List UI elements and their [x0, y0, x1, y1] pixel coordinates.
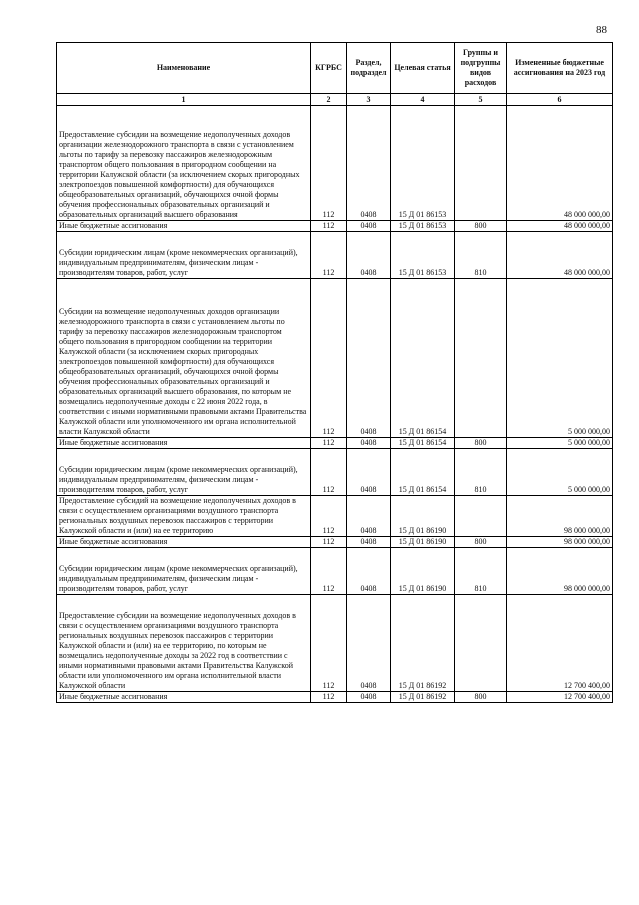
row-group: 800 [455, 438, 507, 449]
row-group [455, 595, 507, 692]
row-section: 0408 [347, 692, 391, 703]
row-amount: 48 000 000,00 [507, 106, 613, 221]
row-name: Субсидии юридическим лицам (кроме некоммерческих организаций), индивидуальным предпринимателям, физическим лицам - производителям товаров, работ, услуг [57, 548, 311, 595]
table-row [57, 232, 613, 279]
row-target: 15 Д 01 86192 [391, 692, 455, 703]
row-group: 810 [455, 449, 507, 496]
header-name: Наименование [57, 43, 311, 94]
row-name: Иные бюджетные ассигнования [57, 692, 311, 703]
col-number: 4 [391, 94, 455, 106]
row-group [455, 496, 507, 537]
table-row [57, 106, 613, 221]
row-kgrbs: 112 [311, 279, 347, 438]
row-name: Субсидии юридическим лицам (кроме некоммерческих организаций), индивидуальным предпринимателям, физическим лицам - производителям товаров, работ, услуг [57, 232, 311, 279]
header-changed: Измененные бюджетные ассигнования на 2023 год [507, 43, 613, 94]
row-kgrbs: 112 [311, 548, 347, 595]
row-kgrbs: 112 [311, 221, 347, 232]
row-group: 810 [455, 548, 507, 595]
row-target: 15 Д 01 86153 [391, 232, 455, 279]
table-row [57, 449, 613, 496]
page-number: 88 [596, 24, 607, 36]
row-amount: 5 000 000,00 [507, 449, 613, 496]
row-amount: 98 000 000,00 [507, 496, 613, 537]
row-target: 15 Д 01 86153 [391, 106, 455, 221]
table-row [57, 595, 613, 692]
row-amount: 5 000 000,00 [507, 279, 613, 438]
row-amount: 98 000 000,00 [507, 537, 613, 548]
row-section: 0408 [347, 449, 391, 496]
row-name: Субсидии на возмещение недополученных доходов организации железнодорожного транспорта в связи с установлением льготы по тарифу за перевозку пассажиров железнодорожным транспортом общего пользования в пригородном сообщении на территории Калужской области (за исключением скорых пригородных электропоездов повышенной комфортности) для обучающихся общеобразовательных организаций, обучающихся очной формы обучения профессиональных образовательных организаций и образовательных организаций высшего образования, по которым не возмещались недополученные доходы с 22 июня 2022 года, в соответствии с иными нормативными правовыми актами Правительства Калужской области или уполномоченного им органа исполнительной власти Калужской области [57, 279, 311, 438]
table-row [57, 279, 613, 438]
row-target: 15 Д 01 86154 [391, 449, 455, 496]
row-target: 15 Д 01 86153 [391, 221, 455, 232]
row-section: 0408 [347, 438, 391, 449]
row-group: 800 [455, 537, 507, 548]
table-row [57, 496, 613, 537]
row-target: 15 Д 01 86190 [391, 496, 455, 537]
row-section: 0408 [347, 496, 391, 537]
column-number-row [57, 94, 613, 106]
row-kgrbs: 112 [311, 438, 347, 449]
row-group: 800 [455, 692, 507, 703]
row-amount: 98 000 000,00 [507, 548, 613, 595]
row-name: Иные бюджетные ассигнования [57, 537, 311, 548]
row-kgrbs: 112 [311, 595, 347, 692]
table-row [57, 438, 613, 449]
header-section: Раздел, подраздел [347, 43, 391, 94]
row-section: 0408 [347, 548, 391, 595]
header-kgrbs: КГРБС [311, 43, 347, 94]
row-amount: 12 700 400,00 [507, 692, 613, 703]
col-number: 6 [507, 94, 613, 106]
row-section: 0408 [347, 221, 391, 232]
table-row [57, 537, 613, 548]
table-row [57, 548, 613, 595]
row-kgrbs: 112 [311, 449, 347, 496]
table-row [57, 692, 613, 703]
row-group [455, 279, 507, 438]
table-row [57, 221, 613, 232]
row-amount: 12 700 400,00 [507, 595, 613, 692]
row-target: 15 Д 01 86154 [391, 279, 455, 438]
row-amount: 5 000 000,00 [507, 438, 613, 449]
row-kgrbs: 112 [311, 496, 347, 537]
row-name: Предоставление субсидий на возмещение недополученных доходов в связи с осуществлением организациями воздушного транспорта региональных воздушных перевозок пассажиров с территории Калужской области и (или) на ее территорию [57, 496, 311, 537]
row-kgrbs: 112 [311, 537, 347, 548]
col-number: 1 [57, 94, 311, 106]
row-name: Предоставление субсидии на возмещение недополученных доходов организации железнодорожного транспорта в связи с установлением льготы по тарифу за перевозку пассажиров железнодорожным транспортом общего пользования в пригородном сообщении на территории Калужской области (за исключением скорых пригородных электропоездов повышенной комфортности) для обучающихся общеобразовательных организаций, обучающихся очной формы обучения профессиональных образовательных организаций и образовательных организаций высшего образования [57, 106, 311, 221]
row-section: 0408 [347, 595, 391, 692]
row-amount: 48 000 000,00 [507, 232, 613, 279]
row-group [455, 106, 507, 221]
row-section: 0408 [347, 279, 391, 438]
row-target: 15 Д 01 86190 [391, 537, 455, 548]
row-target: 15 Д 01 86190 [391, 548, 455, 595]
row-section: 0408 [347, 232, 391, 279]
header-target: Целевая статья [391, 43, 455, 94]
row-target: 15 Д 01 86154 [391, 438, 455, 449]
row-section: 0408 [347, 106, 391, 221]
col-number: 2 [311, 94, 347, 106]
row-target: 15 Д 01 86192 [391, 595, 455, 692]
header-row [57, 43, 613, 94]
col-number: 5 [455, 94, 507, 106]
col-number: 3 [347, 94, 391, 106]
row-name: Субсидии юридическим лицам (кроме некоммерческих организаций), индивидуальным предпринимателям, физическим лицам - производителям товаров, работ, услуг [57, 449, 311, 496]
row-name: Иные бюджетные ассигнования [57, 221, 311, 232]
row-kgrbs: 112 [311, 106, 347, 221]
header-groups: Группы и подгруппы видов расходов [455, 43, 507, 94]
budget-table [56, 42, 613, 703]
row-section: 0408 [347, 537, 391, 548]
row-amount: 48 000 000,00 [507, 221, 613, 232]
row-name: Предоставление субсидии на возмещение недополученных доходов в связи с осуществлением организациями воздушного транспорта региональных воздушных перевозок пассажиров с территории Калужской области и (или) на ее территорию, по которым не возмещались недополученные доходы за 2022 год в соответствии с иными нормативными правовыми актами Правительства Калужской области или уполномоченного им органа исполнительной власти Калужской области [57, 595, 311, 692]
row-name: Иные бюджетные ассигнования [57, 438, 311, 449]
row-kgrbs: 112 [311, 692, 347, 703]
row-kgrbs: 112 [311, 232, 347, 279]
row-group: 810 [455, 232, 507, 279]
row-group: 800 [455, 221, 507, 232]
